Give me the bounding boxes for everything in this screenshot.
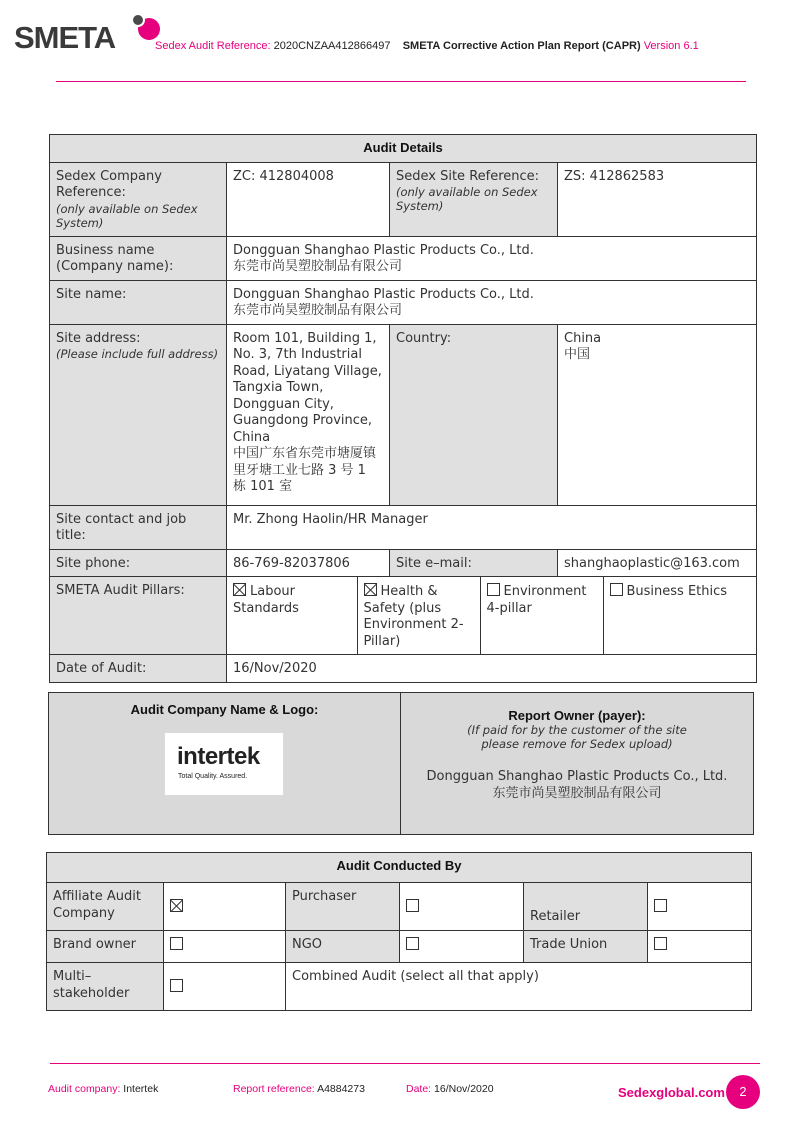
- audit-ref-value: 2020CNZAA412866497: [273, 40, 391, 52]
- purchaser-label: Purchaser: [286, 883, 400, 931]
- report-owner-name-en: Dongguan Shanghao Plastic Products Co., Ltd.: [426, 769, 728, 784]
- company-ref-value: ZC: 412804008: [227, 162, 390, 236]
- site-name-cell: [227, 280, 757, 324]
- site-email-label: Site e–mail:: [390, 549, 558, 577]
- country-cell: [558, 324, 757, 505]
- trade-union-label: Trade Union: [524, 931, 648, 963]
- retailer-label: Retailer: [524, 883, 648, 931]
- pillar-labour-label: Labour Standards: [233, 584, 299, 616]
- multi-stakeholder-checkbox-icon[interactable]: [170, 979, 183, 992]
- report-owner-name-cn: 东莞市尚昊塑胶制品有限公司: [492, 785, 662, 801]
- site-name-cn: 东莞市尚昊塑胶制品有限公司: [233, 303, 403, 318]
- report-owner-title: Report Owner (payer):: [508, 708, 646, 723]
- site-ref-value: ZS: 412862583: [558, 162, 757, 236]
- pillar-labour-checkbox-icon[interactable]: [233, 583, 246, 596]
- audit-company-title: Audit Company Name & Logo:: [130, 702, 319, 717]
- audit-ref-label: Sedex Audit Reference:: [155, 40, 271, 52]
- site-address-note: (Please include full address): [56, 347, 219, 361]
- intertek-logo: [165, 733, 283, 795]
- business-name-label: Business name (Company name):: [50, 236, 227, 280]
- site-name-label: Site name:: [50, 280, 227, 324]
- page-number: 2: [726, 1075, 760, 1109]
- pillar-health-safety-label: Health & Safety (plus Environment 2-Pillar): [363, 584, 464, 649]
- footer-report-ref-label: Report reference:: [233, 1083, 315, 1095]
- audit-pillars-label: SMETA Audit Pillars:: [50, 577, 227, 655]
- trade-union-check-cell[interactable]: [648, 931, 752, 963]
- retailer-check-cell[interactable]: [648, 883, 752, 931]
- footer-audit-company: [48, 1083, 158, 1095]
- audit-conducted-by-title: Audit Conducted By: [47, 853, 752, 883]
- site-address-en: Room 101, Building 1, No. 3, 7th Industrial Road, Liyatang Village, Tangxia Town, Dongguan City, Guangdong Province, China: [233, 330, 382, 445]
- site-contact-label: Site contact and job title:: [50, 505, 227, 549]
- brand-owner-checkbox-icon[interactable]: [170, 937, 183, 950]
- audit-pillars-cell: [227, 577, 757, 655]
- report-owner-panel: [401, 693, 753, 834]
- site-ref-label: Sedex Site Reference:: [396, 168, 540, 184]
- audit-company-panel: [49, 693, 401, 834]
- ngo-check-cell[interactable]: [400, 931, 524, 963]
- audit-pillars-options: [227, 577, 757, 654]
- pillar-business-ethics-checkbox-icon[interactable]: [610, 583, 623, 596]
- company-ref-label-cell: [50, 162, 227, 236]
- footer-audit-company-value: Intertek: [123, 1083, 159, 1095]
- multi-stakeholder-label: Multi–stakeholder: [47, 963, 164, 1011]
- ngo-checkbox-icon[interactable]: [406, 937, 419, 950]
- site-phone-value: 86-769-82037806: [227, 549, 390, 577]
- header-divider: [56, 81, 746, 82]
- site-name-en: Dongguan Shanghao Plastic Products Co., Ltd.: [233, 286, 534, 302]
- trade-union-checkbox-icon[interactable]: [654, 937, 667, 950]
- report-owner-note-2: please remove for Sedex upload): [481, 737, 673, 751]
- footer-report-ref-value: A4884273: [317, 1083, 365, 1095]
- audit-details-title: Audit Details: [50, 135, 757, 163]
- report-owner-note-1: (If paid for by the customer of the site: [467, 723, 687, 737]
- retailer-checkbox-icon[interactable]: [654, 899, 667, 912]
- pillar-health-safety-checkbox-icon[interactable]: [364, 583, 377, 596]
- pillar-health-safety[interactable]: [357, 577, 480, 654]
- business-name-cn: 东莞市尚昊塑胶制品有限公司: [233, 259, 403, 274]
- site-address-label: Site address:: [56, 330, 141, 346]
- ngo-label: NGO: [286, 931, 400, 963]
- site-address-cell: [227, 324, 390, 505]
- audit-conducted-by-table: [46, 852, 752, 1011]
- affiliate-check-cell[interactable]: [164, 883, 286, 931]
- audit-date-label: Date of Audit:: [50, 655, 227, 683]
- footer-date-value: 16/Nov/2020: [434, 1083, 494, 1095]
- combined-audit-label: Combined Audit (select all that apply): [286, 963, 752, 1011]
- intertek-logo-tagline: Total Quality. Assured.: [178, 773, 248, 780]
- report-header: [155, 40, 699, 52]
- site-ref-note: (only available on Sedex System): [396, 185, 538, 213]
- footer-date-label: Date:: [406, 1083, 432, 1095]
- pillar-environment[interactable]: [480, 577, 603, 654]
- report-title: SMETA Corrective Action Plan Report (CAPR): [402, 40, 641, 52]
- company-ref-note: (only available on Sedex System): [56, 201, 198, 230]
- logo-gray-dot-icon: [131, 13, 145, 27]
- audit-company-box: [48, 692, 754, 835]
- site-address-cn: 中国广东省东莞市塘厦镇里牙塘工业七路 3 号 1 栋 101 室: [233, 446, 377, 494]
- footer-audit-company-label: Audit company:: [48, 1083, 121, 1095]
- affiliate-checkbox-icon[interactable]: [170, 899, 183, 912]
- brand-owner-label: Brand owner: [47, 931, 164, 963]
- country-label: Country:: [390, 324, 558, 505]
- audit-details-table: [49, 134, 757, 683]
- site-phone-label: Site phone:: [50, 549, 227, 577]
- business-name-en: Dongguan Shanghao Plastic Products Co., Ltd.: [233, 242, 534, 258]
- footer-date: [406, 1083, 494, 1095]
- country-cn: 中国: [564, 347, 591, 362]
- site-contact-value: Mr. Zhong Haolin/HR Manager: [227, 505, 757, 549]
- purchaser-checkbox-icon[interactable]: [406, 899, 419, 912]
- audit-date-value: 16/Nov/2020: [227, 655, 757, 683]
- footer-divider: [50, 1063, 760, 1064]
- purchaser-check-cell[interactable]: [400, 883, 524, 931]
- brand-owner-check-cell[interactable]: [164, 931, 286, 963]
- pillar-business-ethics-label: Business Ethics: [626, 584, 728, 599]
- pillar-environment-label: Environment 4-pillar: [486, 584, 587, 616]
- business-name-cell: [227, 236, 757, 280]
- pillar-business-ethics[interactable]: [603, 577, 757, 654]
- affiliate-label: Affiliate Audit Company: [47, 883, 164, 931]
- sedex-site-link[interactable]: Sedexglobal.com: [618, 1085, 725, 1100]
- pillar-labour[interactable]: [227, 577, 357, 654]
- logo-wordmark: SMETA: [14, 20, 116, 55]
- smeta-logo: [14, 10, 164, 58]
- company-ref-label: Sedex Company Reference:: [56, 168, 162, 200]
- country-en: China: [564, 330, 602, 346]
- multi-stakeholder-check-cell[interactable]: [164, 963, 286, 1011]
- site-ref-label-cell: [390, 162, 558, 236]
- intertek-logo-word: intertek: [177, 743, 260, 770]
- footer-report-ref: [233, 1083, 365, 1095]
- pillar-environment-checkbox-icon[interactable]: [487, 583, 500, 596]
- site-address-label-cell: [50, 324, 227, 505]
- report-version: Version 6.1: [643, 40, 699, 52]
- site-email-value: shanghaoplastic@163.com: [558, 549, 757, 577]
